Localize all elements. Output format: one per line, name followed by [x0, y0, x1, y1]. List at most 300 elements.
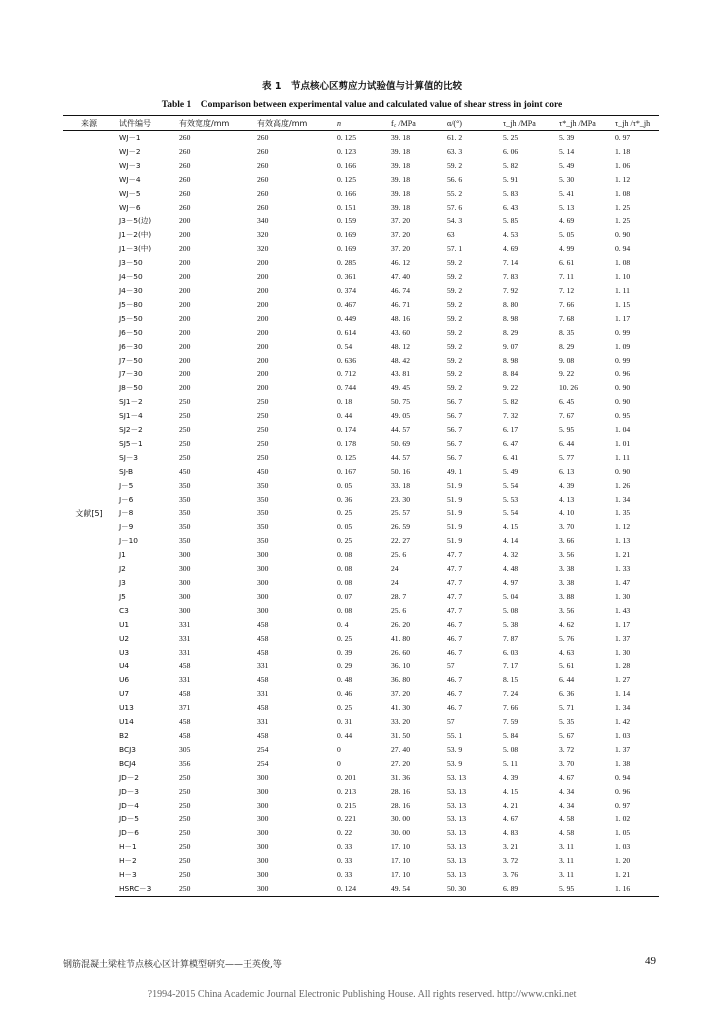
cell-width: 250 [179, 425, 191, 435]
cell-ratio: 1. 47 [615, 578, 631, 587]
cell-width: 350 [179, 494, 191, 504]
cell-fc: 50. 75 [391, 397, 410, 407]
cell-height: 254 [257, 758, 269, 768]
cell-tau-jh-star: 6. 45 [559, 397, 575, 407]
cell-tau-jh: 4. 15 [503, 786, 519, 796]
cell-tau-jh-star: 5. 05 [559, 230, 575, 240]
cell-fc: 17. 10 [391, 856, 410, 866]
cell-alpha: 46. 7 [447, 633, 463, 643]
cell-alpha: 53. 13 [447, 870, 466, 880]
cell-id: J5－80 [119, 299, 143, 309]
cell-tau-jh: 5. 91 [503, 174, 519, 184]
cell-id: BCJ3 [119, 744, 136, 754]
cell-n: 0. 614 [337, 327, 356, 337]
table-row [63, 562, 659, 576]
cell-n: 0. 151 [337, 202, 356, 212]
cell-n: 0. 178 [337, 438, 356, 448]
cell-alpha: 53. 13 [447, 856, 466, 866]
cell-width: 356 [179, 758, 191, 768]
cell-fc: 41. 80 [391, 633, 410, 643]
cell-fc: 39. 18 [391, 160, 410, 170]
cell-fc: 43. 81 [391, 369, 410, 379]
table-caption-zh: 表 1 节点核心区剪应力试验值与计算值的比较 [262, 81, 462, 92]
table-row [63, 312, 659, 326]
cell-width: 331 [179, 619, 191, 629]
cell-tau-jh: 8. 98 [503, 313, 519, 323]
cell-alpha: 51. 9 [447, 494, 463, 504]
cell-alpha: 59. 2 [447, 369, 463, 379]
cell-fc: 39. 18 [391, 146, 410, 156]
cell-id: J1 [119, 550, 126, 560]
cell-height: 200 [257, 355, 269, 365]
cell-height: 300 [257, 842, 269, 852]
cell-tau-jh: 5. 82 [503, 160, 519, 170]
cell-fc: 33. 20 [391, 717, 410, 727]
cell-ratio: 0. 90 [615, 383, 631, 393]
cell-height: 260 [257, 202, 269, 212]
cell-n: 0. 221 [337, 814, 356, 824]
cell-tau-jh: 7. 66 [503, 703, 519, 713]
cell-fc: 39. 18 [391, 188, 410, 198]
cell-tau-jh: 5. 85 [503, 216, 519, 226]
cell-alpha: 57. 6 [447, 202, 463, 212]
cell-tau-jh-star: 6. 44 [559, 438, 575, 448]
cell-fc: 46. 12 [391, 258, 410, 268]
cell-height: 200 [257, 272, 269, 282]
cell-width: 250 [179, 397, 191, 407]
table-row [63, 534, 659, 548]
cell-width: 200 [179, 383, 191, 393]
cell-n: 0. 167 [337, 466, 356, 476]
cell-ratio: 0. 95 [615, 411, 631, 421]
cell-tau-jh: 5. 38 [503, 619, 519, 629]
cell-alpha: 47. 7 [447, 605, 463, 615]
cell-ratio: 1. 33 [615, 564, 631, 574]
cell-width: 200 [179, 299, 191, 309]
cell-id: J－8 [119, 508, 134, 518]
cell-ratio: 1. 09 [615, 341, 631, 351]
cell-n: 0. 08 [337, 605, 353, 615]
header-width: 有效宽度/mm [175, 116, 253, 131]
cell-tau-jh: 7. 17 [503, 661, 519, 671]
cell-ratio: 1. 10 [615, 272, 631, 282]
cell-alpha: 57. 1 [447, 244, 463, 254]
cell-height: 300 [257, 814, 269, 824]
cell-id: WJ－3 [119, 160, 141, 170]
table-row [63, 757, 659, 771]
table-row [63, 771, 659, 785]
table-row [63, 159, 659, 173]
cell-height: 200 [257, 258, 269, 268]
cell-n: 0 [337, 744, 341, 754]
cell-tau-jh-star: 5. 49 [559, 160, 575, 170]
cell-tau-jh-star: 3. 38 [559, 578, 575, 587]
cell-ratio: 1. 03 [615, 842, 631, 852]
cell-tau-jh-star: 4. 13 [559, 494, 575, 504]
cell-n: 0. 215 [337, 800, 356, 810]
cell-height: 331 [257, 689, 269, 699]
cell-height: 300 [257, 772, 269, 782]
cell-fc: 44. 57 [391, 452, 410, 462]
cell-alpha: 53. 9 [447, 744, 463, 754]
cell-ratio: 1. 08 [615, 188, 631, 198]
cell-n: 0. 467 [337, 299, 356, 309]
cell-height: 340 [257, 216, 269, 226]
cell-n: 0. 25 [337, 508, 353, 518]
cell-height: 300 [257, 578, 269, 587]
table-row [63, 785, 659, 799]
cell-ratio: 1. 08 [615, 258, 631, 268]
cell-tau-jh-star: 5. 14 [559, 146, 575, 156]
cell-n: 0. 44 [337, 730, 353, 740]
cell-id: SJ－3 [119, 452, 138, 462]
cell-fc: 23. 30 [391, 494, 410, 504]
cell-ratio: 1. 12 [615, 174, 631, 184]
cell-tau-jh: 8. 80 [503, 299, 519, 309]
cell-tau-jh-star: 3. 56 [559, 605, 575, 615]
cell-fc: 39. 18 [391, 133, 410, 142]
cell-tau-jh-star: 5. 61 [559, 661, 575, 671]
cell-n: 0. 48 [337, 675, 353, 685]
table-row [63, 423, 659, 437]
cell-ratio: 1. 11 [615, 285, 630, 295]
cell-alpha: 59. 2 [447, 299, 463, 309]
table-row [63, 743, 659, 757]
cell-alpha: 49. 1 [447, 466, 463, 476]
cell-fc: 36. 10 [391, 661, 410, 671]
cell-ratio: 0. 90 [615, 466, 631, 476]
cell-alpha: 53. 13 [447, 786, 466, 796]
cell-alpha: 61. 2 [447, 133, 463, 142]
cell-alpha: 55. 2 [447, 188, 463, 198]
cell-fc: 39. 18 [391, 174, 410, 184]
cell-fc: 49. 45 [391, 383, 410, 393]
cell-fc: 41. 30 [391, 703, 410, 713]
cell-width: 300 [179, 591, 191, 601]
cell-tau-jh: 5. 84 [503, 730, 519, 740]
header-tau-jh-star: τ*_jh /MPa [555, 116, 611, 131]
cell-height: 458 [257, 647, 269, 657]
table-row [63, 604, 659, 618]
cell-tau-jh-star: 4. 58 [559, 814, 575, 824]
cell-fc: 37. 20 [391, 230, 410, 240]
cell-id: WJ－6 [119, 202, 141, 212]
cell-ratio: 1. 35 [615, 508, 631, 518]
cell-alpha: 51. 9 [447, 480, 463, 490]
cell-tau-jh-star: 5. 95 [555, 882, 611, 896]
cell-ratio: 1. 30 [615, 591, 631, 601]
cell-ratio: 1. 14 [615, 689, 631, 699]
cell-tau-jh: 7. 32 [503, 411, 519, 421]
cell-width: 250 [175, 882, 253, 896]
cell-ratio: 1. 06 [615, 160, 631, 170]
cell-fc: 49. 05 [391, 411, 410, 421]
cell-tau-jh: 7. 24 [503, 689, 519, 699]
cell-ratio: 1. 11 [615, 452, 630, 462]
cell-width: 331 [179, 675, 191, 685]
cell-width: 260 [179, 133, 191, 142]
cell-width: 300 [179, 578, 191, 587]
cell-width: 331 [179, 633, 191, 643]
cell-height: 300 [257, 856, 269, 866]
cell-alpha: 56. 7 [447, 411, 463, 421]
cell-height: 200 [257, 285, 269, 295]
cell-tau-jh: 6. 17 [503, 425, 519, 435]
cell-height: 260 [257, 146, 269, 156]
cell-tau-jh-star: 5. 67 [559, 730, 575, 740]
cell-tau-jh-star: 4. 99 [559, 244, 575, 254]
cell-id: U13 [119, 703, 134, 713]
cell-tau-jh-star: 5. 13 [559, 202, 575, 212]
cell-height: 260 [257, 174, 269, 184]
table-row [63, 395, 659, 409]
cell-n: 0. 31 [337, 717, 353, 727]
cell-alpha: 53. 13 [447, 800, 466, 810]
cell-ratio: 1. 18 [615, 146, 631, 156]
cell-id: JD－6 [119, 828, 139, 838]
cell-height: 350 [257, 508, 269, 518]
cell-tau-jh: 5. 53 [503, 494, 519, 504]
cell-n: 0. 36 [337, 494, 353, 504]
cell-width: 458 [179, 661, 191, 671]
cell-alpha: 53. 13 [447, 772, 466, 782]
cell-ratio: 1. 34 [615, 703, 631, 713]
cell-id: J7－50 [119, 355, 143, 365]
cell-n: 0. 07 [337, 591, 353, 601]
cell-n: 0. 08 [337, 578, 353, 587]
cell-width: 260 [179, 174, 191, 184]
cell-tau-jh: 4. 32 [503, 550, 519, 560]
table-row [63, 201, 659, 215]
table-header-row [63, 116, 659, 131]
table-row [63, 451, 659, 465]
cell-height: 458 [257, 675, 269, 685]
cell-id: U3 [119, 647, 130, 657]
table-row [63, 173, 659, 187]
cell-alpha: 56. 7 [447, 397, 463, 407]
cell-width: 260 [179, 188, 191, 198]
cell-fc: 24 [391, 578, 399, 587]
cell-id: J6－50 [119, 327, 143, 337]
cell-tau-jh-star: 5. 76 [559, 633, 575, 643]
cell-height: 200 [257, 327, 269, 337]
cell-tau-jh: 4. 97 [503, 578, 519, 587]
cell-n: 0. 39 [337, 647, 353, 657]
cell-id: J3 [119, 578, 126, 587]
cell-n: 0. 25 [337, 703, 353, 713]
cell-height: 254 [257, 744, 269, 754]
table-row [63, 687, 659, 701]
table-row [63, 284, 659, 298]
cell-alpha: 51. 9 [447, 522, 463, 532]
cell-alpha: 47. 7 [447, 578, 463, 587]
cell-height: 250 [257, 397, 269, 407]
cell-tau-jh-star: 3. 88 [559, 591, 575, 601]
cell-n: 0. 22 [337, 828, 353, 838]
header-fc: f꜀ /MPa [387, 116, 443, 131]
cell-tau-jh-star: 5. 71 [559, 703, 575, 713]
cell-tau-jh: 5. 83 [503, 188, 519, 198]
cell-alpha: 59. 2 [447, 383, 463, 393]
table-row [63, 187, 659, 201]
cell-width: 200 [179, 369, 191, 379]
cell-tau-jh: 4. 39 [503, 772, 519, 782]
cell-fc: 37. 20 [391, 689, 410, 699]
table-row [63, 854, 659, 868]
cell-width: 200 [179, 216, 191, 226]
cell-alpha: 51. 9 [447, 508, 463, 518]
cell-tau-jh: 6. 06 [503, 146, 519, 156]
cell-tau-jh: 4. 14 [503, 536, 519, 546]
cell-ratio: 0. 96 [615, 369, 631, 379]
cell-id: SJ5－1 [119, 438, 143, 448]
cell-width: 250 [179, 452, 191, 462]
cell-id: J2 [119, 564, 126, 574]
cell-id: J1－3(中) [119, 244, 152, 254]
cell-n: 0. 124 [333, 882, 387, 896]
cell-tau-jh-star: 4. 10 [559, 508, 575, 518]
cell-alpha: 59. 2 [447, 313, 463, 323]
cell-n: 0. 33 [337, 856, 353, 866]
cell-width: 250 [179, 814, 191, 824]
cell-tau-jh-star: 4. 63 [559, 647, 575, 657]
cell-ratio: 0. 90 [615, 230, 631, 240]
cell-n: 0. 169 [337, 244, 356, 254]
cell-id: JD－2 [119, 772, 139, 782]
cell-tau-jh: 3. 21 [503, 842, 519, 852]
table-row [63, 520, 659, 534]
cell-n: 0. 18 [337, 397, 353, 407]
cell-tau-jh-star: 4. 34 [559, 786, 575, 796]
cell-tau-jh-star: 5. 30 [559, 174, 575, 184]
cell-width: 200 [179, 272, 191, 282]
cell-tau-jh-star: 8. 35 [559, 327, 575, 337]
cell-ratio: 1. 27 [615, 675, 631, 685]
cell-id: BCJ4 [119, 758, 136, 768]
cell-width: 300 [179, 605, 191, 615]
cell-tau-jh: 4. 83 [503, 828, 519, 838]
table-row [63, 270, 659, 284]
header-tau-jh: τ_jh /MPa [499, 116, 555, 131]
cell-ratio: 0. 99 [615, 355, 631, 365]
cell-height: 350 [257, 480, 269, 490]
cell-n: 0. 46 [337, 689, 353, 699]
header-n: n [333, 116, 387, 131]
table-row [63, 145, 659, 159]
cell-fc: 36. 80 [391, 675, 410, 685]
cell-alpha: 55. 1 [447, 730, 463, 740]
cell-tau-jh: 6. 47 [503, 438, 519, 448]
cell-ratio: 1. 37 [615, 633, 631, 643]
table-row [63, 493, 659, 507]
cell-tau-jh-star: 7. 68 [559, 313, 575, 323]
cell-width: 250 [179, 856, 191, 866]
cell-alpha: 59. 2 [447, 258, 463, 268]
cell-width: 200 [179, 341, 191, 351]
cell-n: 0. 166 [337, 188, 356, 198]
cell-width: 458 [179, 717, 191, 727]
cell-n: 0. 123 [337, 146, 356, 156]
cell-n: 0. 449 [337, 313, 356, 323]
header-height: 有效高度/mm [253, 116, 333, 131]
cell-ratio: 1. 38 [615, 758, 631, 768]
cell-fc: 43. 60 [391, 327, 410, 337]
cell-ratio: 1. 25 [615, 216, 631, 226]
cell-ratio: 0. 96 [615, 786, 631, 796]
cell-height: 450 [257, 466, 269, 476]
cell-fc: 28. 16 [391, 786, 410, 796]
cell-width: 250 [179, 870, 191, 880]
cell-tau-jh-star: 9. 22 [559, 369, 575, 379]
cell-id: U14 [119, 717, 134, 727]
cell-n: 0. 744 [337, 383, 356, 393]
table-row [63, 437, 659, 451]
cell-fc: 30. 00 [391, 828, 410, 838]
table-row [63, 131, 659, 145]
cell-width: 250 [179, 800, 191, 810]
cell-id: HSRC－3 [115, 882, 175, 896]
source-cell: 文献[5] [75, 508, 103, 518]
cell-height: 260 [257, 133, 269, 142]
cell-n: 0 [337, 758, 341, 768]
cell-tau-jh: 3. 72 [503, 856, 519, 866]
cell-alpha: 47. 7 [447, 591, 463, 601]
cell-width: 200 [179, 230, 191, 240]
cell-n: 0. 33 [337, 842, 353, 852]
cell-tau-jh-star: 5. 41 [559, 188, 575, 198]
cell-width: 350 [179, 522, 191, 532]
cell-width: 260 [179, 202, 191, 212]
cell-alpha: 63. 3 [447, 146, 463, 156]
cell-ratio: 1. 25 [615, 202, 631, 212]
cell-tau-jh: 4. 48 [503, 564, 519, 574]
cell-alpha: 59. 2 [447, 285, 463, 295]
cell-tau-jh: 8. 98 [503, 355, 519, 365]
table-row [63, 701, 659, 715]
cell-alpha: 59. 2 [447, 341, 463, 351]
cell-alpha: 59. 2 [447, 355, 463, 365]
cell-width: 458 [179, 730, 191, 740]
cell-fc: 25. 6 [391, 605, 407, 615]
cell-fc: 25. 57 [391, 508, 410, 518]
header-alpha: α/(°) [443, 116, 499, 131]
cell-fc: 31. 36 [391, 772, 410, 782]
cell-id: B2 [119, 730, 129, 740]
cell-tau-jh: 8. 15 [503, 675, 519, 685]
cell-fc: 49. 54 [387, 882, 443, 896]
cell-fc: 48. 16 [391, 313, 410, 323]
cell-tau-jh: 3. 76 [503, 870, 519, 880]
cell-width: 350 [179, 508, 191, 518]
cell-height: 300 [257, 800, 269, 810]
cell-alpha: 53. 13 [447, 814, 466, 824]
cell-tau-jh: 7. 14 [503, 258, 519, 268]
cell-n: 0. 25 [337, 633, 353, 643]
cell-tau-jh: 5. 08 [503, 744, 519, 754]
cell-tau-jh: 7. 83 [503, 272, 519, 282]
table-row [63, 673, 659, 687]
cell-n: 0. 712 [337, 369, 356, 379]
cell-fc: 17. 10 [391, 870, 410, 880]
cell-height: 300 [253, 882, 333, 896]
table-row [63, 729, 659, 743]
cell-id: J5－50 [119, 313, 143, 323]
running-footer-title: 钢筋混凝土梁柱节点核心区计算模型研究——王英俊,等 [63, 960, 282, 970]
table-row [63, 228, 659, 242]
cell-n: 0. 159 [337, 216, 356, 226]
table-row [63, 465, 659, 479]
cell-fc: 28. 7 [391, 591, 407, 601]
